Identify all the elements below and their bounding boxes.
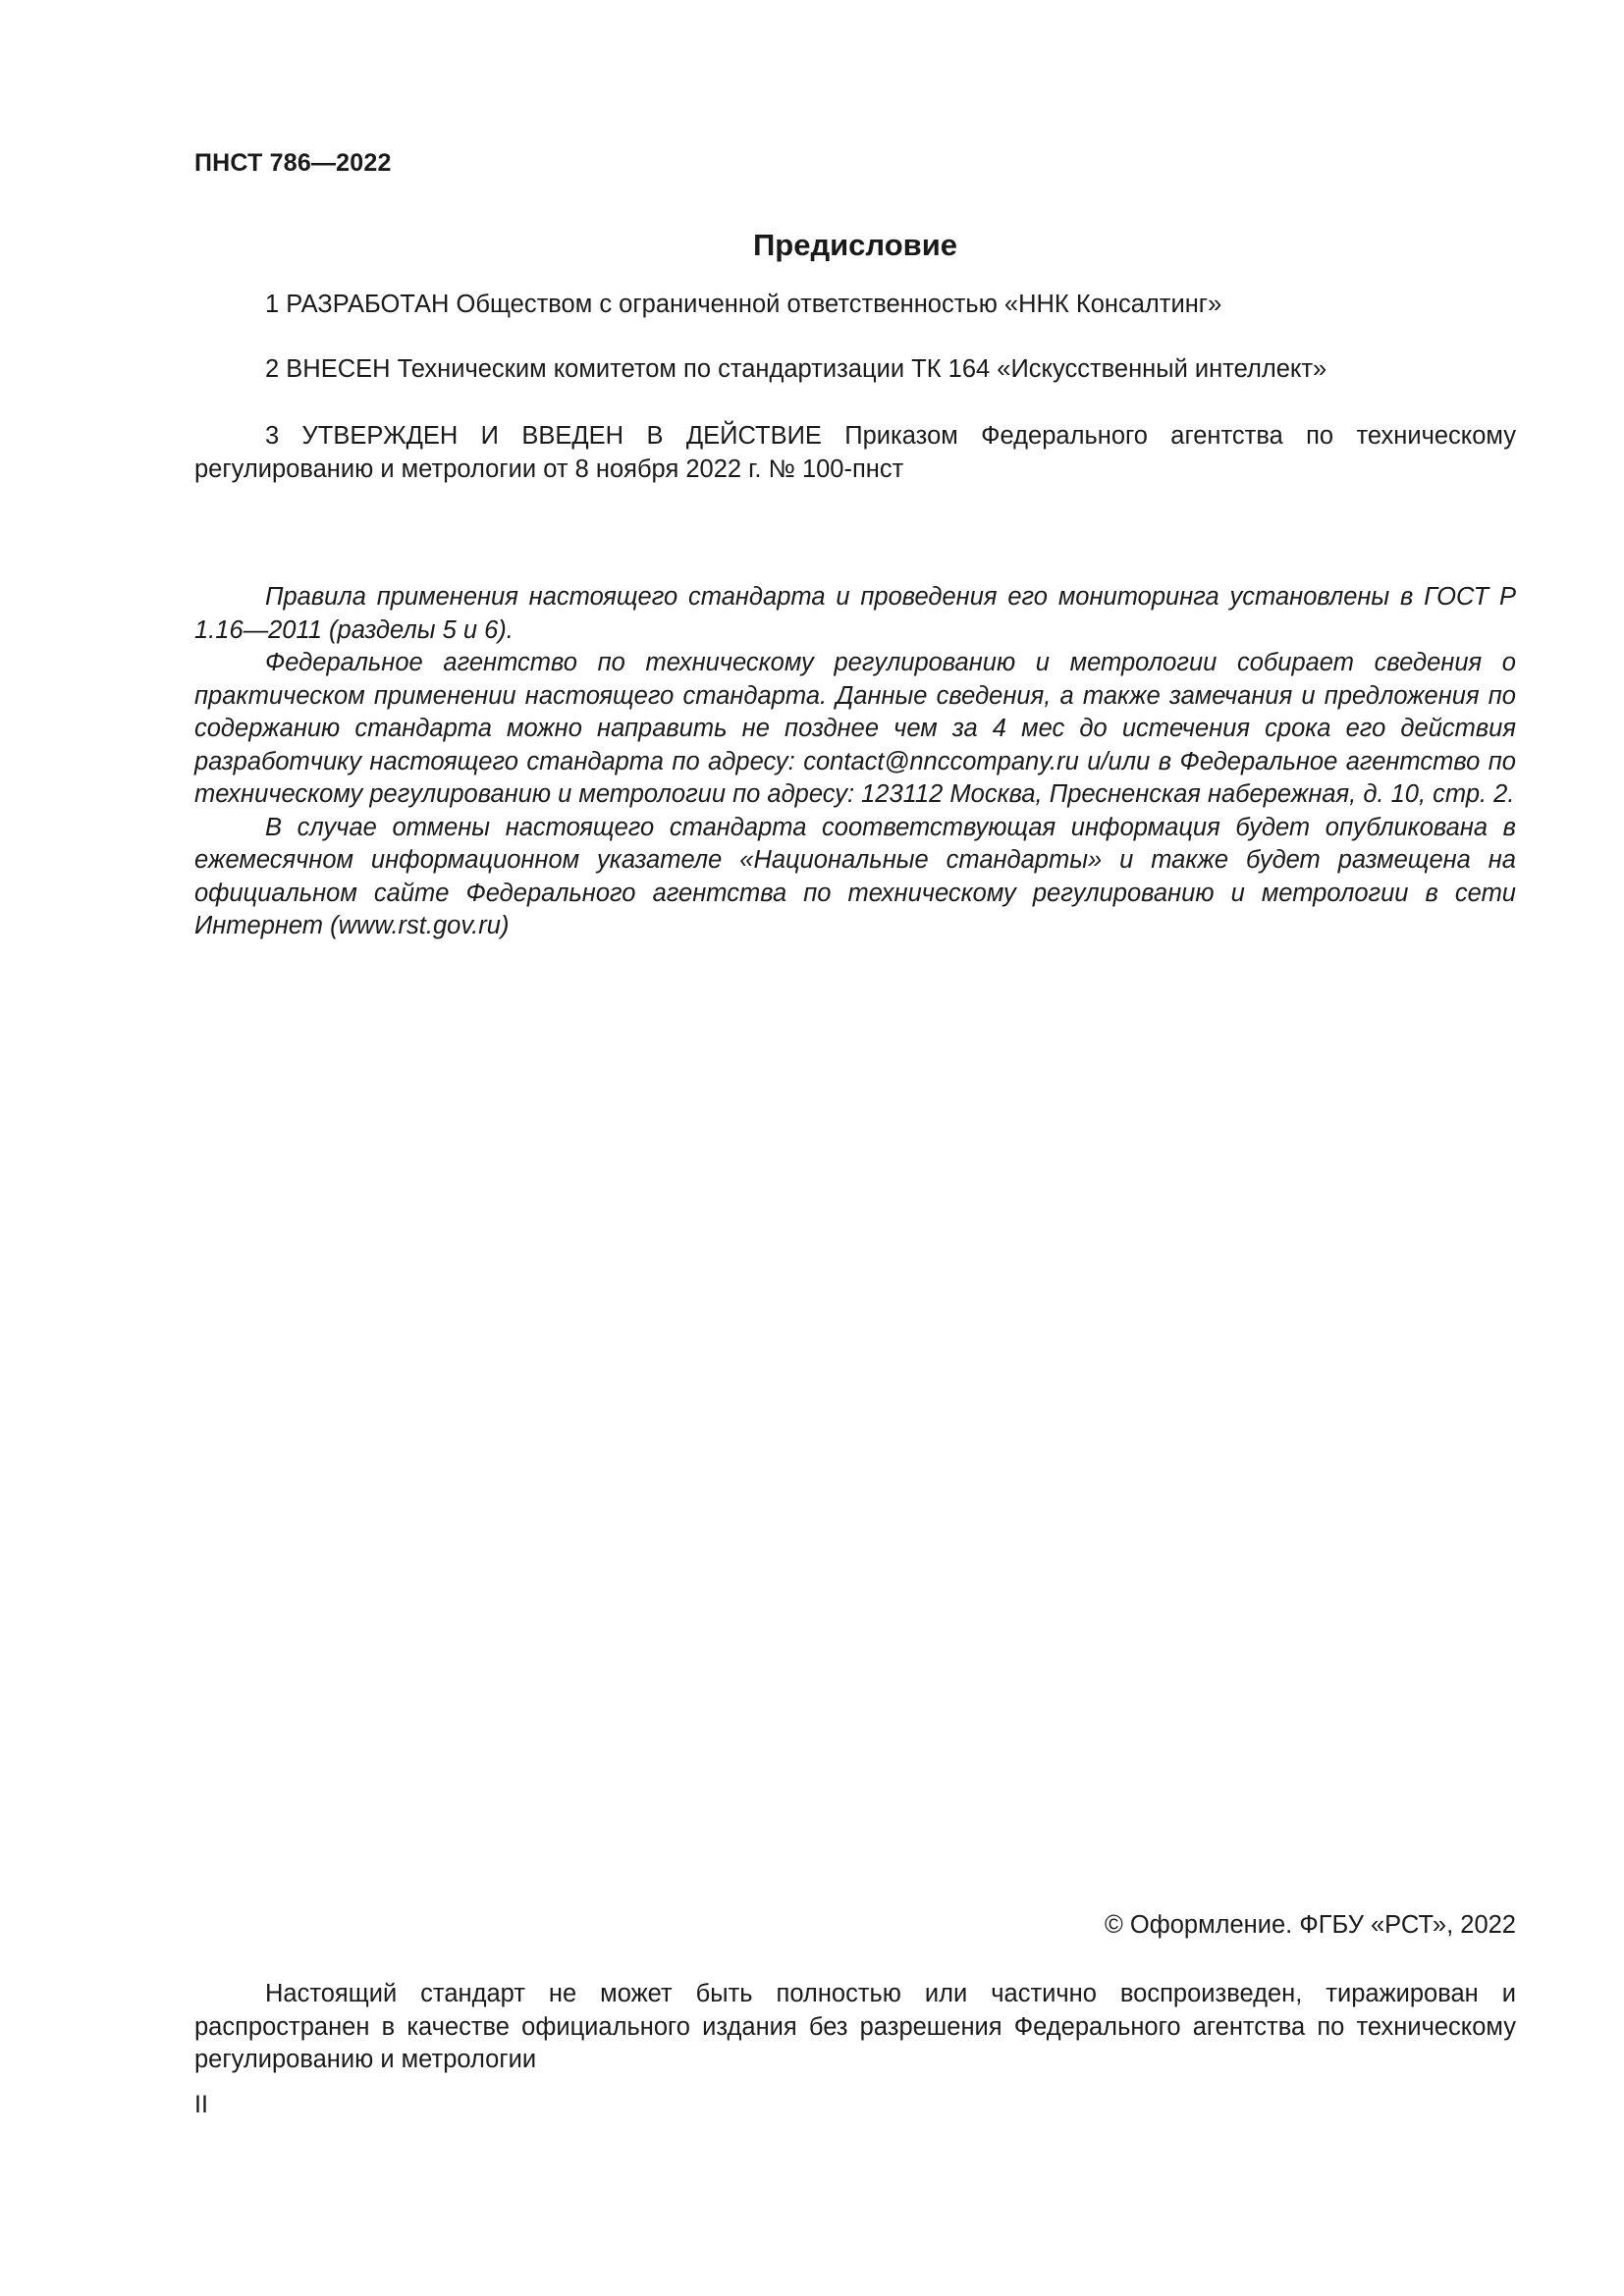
note-cancellation-info: В случае отмены настоящего стандарта соответствующая информация будет опубликована в ежемесячном информационном указателе «Национальные стандарты» и также будет размещена на официальном сайте Федерального агентства по техническому регулированию и метрологии в сети Интернет (www.rst.gov.ru) — [194, 813, 1516, 939]
foreword-item-1: 1 РАЗРАБОТАН Обществом с ограниченной ответственностью «ННК Консалтинг» — [265, 291, 1222, 318]
page-number: II — [194, 2091, 208, 2118]
application-notes — [194, 581, 1516, 943]
foreword-item-3: 3 УТВЕРЖДЕН И ВВЕДЕН В ДЕЙСТВИЕ Приказом Федерального агентства по техническому регулированию и метрологии от 8 ноября 2022 г. № 100-пнст — [194, 422, 1516, 483]
reproduction-notice: Настоящий стандарт не может быть полностью или частично воспроизведен, тиражирован и распространен в качестве официального издания без разрешения Федерального агентства по техническому регулированию и метрологии — [194, 1980, 1516, 2073]
note-feedback-collection: Федеральное агентство по техническому регулированию и метрологии собирает сведения о практическом применении настоящего стандарта. Данные сведения, а также замечания и предложения по содержанию стандарта можно направить не позднее чем за 4 мес до истечения срока его действия разработчику настоящего стандарта по адресу: contact@nnccompany.ru и/или в Федеральное агентство по техническому регулированию и метрологии по адресу: 123112 Москва, Пресненская набережная, д. 10, стр. 2. — [194, 649, 1516, 808]
copyright-line: © Оформление. ФГБУ «РСТ», 2022 — [1105, 1911, 1516, 1939]
foreword-title: Предисловие — [752, 228, 957, 262]
document-code: ПНСТ 786—2022 — [194, 149, 392, 177]
foreword-item-2: 2 ВНЕСЕН Техническим комитетом по стандартизации ТК 164 «Искусственный интеллект» — [265, 355, 1327, 383]
note-application-rules: Правила применения настоящего стандарта и проведения его мониторинга установлены в ГОСТ Р 1.16—2011 (разделы 5 и 6). — [194, 583, 1516, 644]
